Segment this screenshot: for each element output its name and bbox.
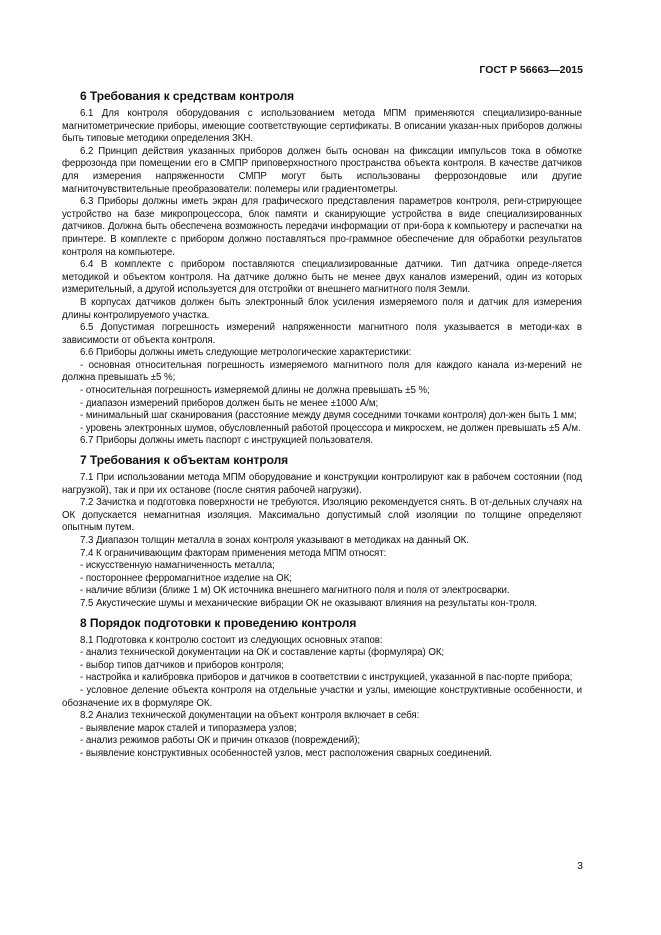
paragraph-6-3: 6.3 Приборы должны иметь экран для графического представления параметров контроля, реги-стрирующее устройство на базе микропроцессора, блок памяти и сканирующие устройства в виде специализированных датчиков. Должна быть обеспечена возможность передачи информации от при-бора к компьютеру и распечатки на принтере. В комплекте с прибором должно поставляться про-граммное обеспечение для обработки результатов контроля на компьютере. bbox=[62, 196, 582, 258]
list-item: - условное деление объекта контроля на отдельные участки и узлы, имеющие конструктивные особенности, и обозначение их в формуляре ОК. bbox=[62, 684, 582, 709]
paragraph-7-4: 7.4 К ограничивающим факторам применения метода МПМ относят: bbox=[80, 547, 387, 559]
paragraph-6-2: 6.2 Принцип действия указанных приборов должен быть основан на фиксации импульсов тока в обмотке феррозонда при помещении его в СМПР приповерхностного пространства объекта контроля. В качестве датчиков для измерения напряженности СМПР могут быть использованы феррозондовые или другие магниточувствительные преобразователи: полемеры или градиентометры. bbox=[62, 145, 582, 195]
list-item: - анализ режимов работы ОК и причин отказов (повреждений); bbox=[80, 735, 361, 747]
paragraph-6-6: 6.6 Приборы должны иметь следующие метрологические характеристики: bbox=[80, 347, 412, 359]
list-item: - выявление конструктивных особенностей узлов, мест расположения сварных соединений. bbox=[80, 747, 493, 759]
section-7-heading: 7 Требования к объектам контроля bbox=[80, 453, 289, 468]
list-item: - постороннее ферромагнитное изделие на ОК; bbox=[80, 572, 292, 584]
paragraph-7-5: 7.5 Акустические шумы и механические вибрации ОК не оказывают влияния на результаты кон-троля. bbox=[80, 597, 538, 609]
paragraph-7-3: 7.3 Диапазон толщин металла в зонах контроля указывают в методиках на данный ОК. bbox=[80, 535, 469, 546]
list-item: - минимальный шаг сканирования (расстояние между двумя соседними точками контроля) дол-жен быть 1 мм; bbox=[80, 410, 577, 422]
paragraph-6-1: 6.1 Для контроля оборудования с использованием метода МПМ применяются специализиро-ванные магнитометрические приборы, имеющие соответствующие сертификаты. В описании указан-ных приборов должны быть типовые методики определения ЗКН. bbox=[62, 108, 582, 145]
list-item: - относительная погрешность измеряемой длины не должна превышать ±5 %; bbox=[80, 385, 430, 397]
list-item: - анализ технической документации на ОК и составление карты (формуляра) ОК; bbox=[80, 647, 445, 659]
paragraph-8-1: 8.1 Подготовка к контролю состоит из следующих основных этапов: bbox=[80, 634, 383, 646]
section-8-heading: 8 Порядок подготовки к проведению контроля bbox=[80, 615, 357, 630]
section-6-heading: 6 Требования к средствам контроля bbox=[80, 89, 295, 103]
list-item: - основная относительная погрешность измеряемого магнитного поля для каждого канала из-мерений не должна превышать ±5 %; bbox=[62, 359, 582, 384]
paragraph-6-7: 6.7 Приборы должны иметь паспорт с инструкцией пользователя. bbox=[80, 435, 374, 447]
list-item: - выбор типов датчиков и приборов контроля; bbox=[80, 659, 284, 671]
list-item: - выявление марок сталей и типоразмера узлов; bbox=[80, 722, 297, 734]
paragraph-6-4: 6.4 В комплекте с прибором поставляются специализированные датчики. Тип датчика опреде-ляется методикой и объектом контроля. На датчике должно быть не менее двух каналов измерений, один из которых измерительный, а другой используется для отстройки от внешнего магнитного поля Земли. bbox=[62, 259, 582, 296]
paragraph-7-1: 7.1 При использовании метода МПМ оборудование и конструкции контролируют как в рабочем состоянии (под нагрузкой), так и при их останове (после снятия рабочей нагрузки). bbox=[62, 472, 582, 496]
paragraph-6-4-sensors: В корпусах датчиков должен быть электронный блок усиления измеряемого поля и датчик для измерения длины контролируемого участка. bbox=[62, 296, 582, 321]
document-id: ГОСТ Р 56663—2015 bbox=[479, 64, 583, 76]
paragraph-8-2: 8.2 Анализ технической документации на объект контроля включает в себя: bbox=[80, 710, 420, 722]
list-item: - наличие вблизи (ближе 1 м) ОК источника внешнего магнитного поля и поля от электросварки. bbox=[80, 585, 510, 597]
paragraph-7-2: 7.2 Зачистка и подготовка поверхности не требуются. Изоляцию рекомендуется снять. В от-дельных случаях на ОК допускается немагнитная изоляция. Максимально допустимый слой изоляции по толщине определяют опытным путем. bbox=[62, 497, 582, 534]
list-item: - искусственную намагниченность металла; bbox=[80, 560, 275, 572]
page-number: 3 bbox=[577, 860, 583, 872]
list-item: - диапазон измерений приборов должен быть не менее ±1000 А/м; bbox=[80, 397, 379, 409]
paragraph-6-5: 6.5 Допустимая погрешность измерений напряженности магнитного поля указывается в методи-ках в зависимости от объекта контроля. bbox=[62, 322, 582, 346]
list-item: - уровень электронных шумов, обусловленный работой процессора и микросхем, не должен превышать ±5 А/м. bbox=[80, 422, 581, 434]
document-body bbox=[62, 84, 582, 761]
list-item: - настройка и калибровка приборов и датчиков в соответствии с инструкцией, указанной в пас-порте прибора; bbox=[80, 672, 573, 684]
